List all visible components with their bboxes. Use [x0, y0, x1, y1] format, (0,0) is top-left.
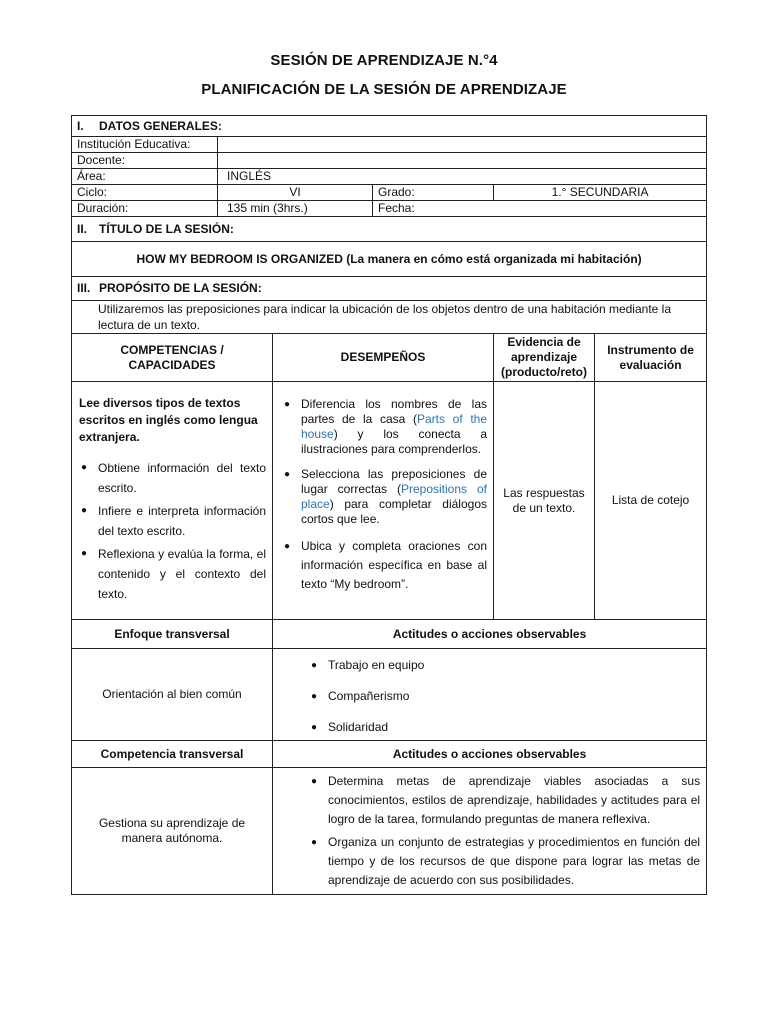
capacidad-item: ● Infiere e interpreta información del texto escrito. [79, 501, 266, 541]
competencia-transversal-body-row [72, 768, 707, 895]
proposito-text: Utilizaremos las preposiciones para indicar la ubicación de los objetos dentro de una habitación mediante la lectura de un texto. [72, 301, 707, 334]
ciclo-value: VI [218, 185, 373, 201]
row-ciclo [72, 185, 707, 201]
competencia-transversal-cell [273, 768, 707, 895]
competencias-header-row [72, 334, 707, 382]
actitud-item: ● Solidaridad [309, 720, 700, 735]
competencia-transversal-list [279, 772, 700, 890]
ciclo-label: Ciclo: [72, 185, 218, 201]
enfoque-name: Orientación al bien común [72, 649, 273, 741]
actitud-item: ● Compañerismo [309, 689, 700, 704]
header-instrumento: Instrumento de evaluación [595, 334, 707, 382]
session-title: SESIÓN DE APRENDIZAJE N.°4 [270, 52, 498, 69]
row-duracion [72, 201, 707, 217]
header-competencia-transversal: Competencia transversal [72, 741, 273, 768]
actitud-item: ● Organiza un conjunto de estrategias y procedimientos en función del tiempo y de los recursos de que dispone para lograr las metas de aprendizaje de acuerdo con sus posibilidades. [309, 833, 700, 890]
section-num: II. [77, 221, 88, 236]
enfoque-header-row [72, 620, 707, 649]
section-num: I. [77, 118, 84, 133]
area-label: Área: [72, 169, 218, 185]
desempeno-item [282, 397, 487, 457]
header-evidencia: Evidencia de aprendizaje (producto/reto) [494, 334, 595, 382]
desempeno-text: Selecciona las preposiciones de lugar correctas ( [301, 467, 487, 496]
competencia-transversal-header-row [72, 741, 707, 768]
grado-value: 1.° SECUNDARIA [494, 185, 707, 201]
docente-label: Docente: [72, 153, 218, 169]
parts-of-house-link: Parts of the house [301, 412, 488, 441]
competencia-heading: Lee diversos tipos de textos escritos en inglés como lengua extranjera. [79, 395, 258, 444]
desempeno-text: ) para completar diálogos cortos que lee. [301, 497, 487, 526]
prepositions-link: Prepositions of place [301, 482, 487, 511]
section-num: III. [77, 281, 91, 295]
institucion-value [218, 137, 707, 153]
session-title-es: (La manera en cómo está organizada mi habitación) [346, 251, 642, 266]
section-title: TÍTULO DE LA SESIÓN: [99, 221, 234, 236]
duracion-label: Duración: [72, 201, 218, 217]
desempenos-list [282, 397, 487, 594]
row-proposito [72, 301, 707, 334]
section-title: PROPÓSITO DE LA SESIÓN: [99, 281, 262, 295]
enfoque-body-row [72, 649, 707, 741]
header-desempenos: DESEMPEÑOS [273, 334, 494, 382]
capacidades-list [79, 458, 266, 604]
row-docente [72, 153, 707, 169]
desempeno-item: ● Ubica y completa oraciones con información específica en base al texto “My bedroom”. [282, 537, 487, 594]
row-titulo [72, 242, 707, 277]
desempenos-cell [273, 382, 494, 620]
row-area [72, 169, 707, 185]
section-title: DATOS GENERALES: [99, 118, 222, 133]
grado-label: Grado: [373, 185, 494, 201]
row-institucion [72, 137, 707, 153]
section-titulo-header [72, 217, 707, 242]
session-title-en: HOW MY BEDROOM IS ORGANIZED [136, 251, 343, 266]
header-enfoque: Enfoque transversal [72, 620, 273, 649]
area-value: INGLÉS [218, 169, 707, 185]
evidencia-cell: Las respuestas de un texto. [494, 382, 595, 620]
competencias-cell [72, 382, 273, 620]
docente-value [218, 153, 707, 169]
desempeno-text: ) y los conecta a ilustraciones para comprenderlos. [301, 427, 487, 456]
header-actitudes: Actitudes o acciones observables [273, 741, 707, 768]
actitud-item: ● Trabajo en equipo [309, 658, 700, 673]
capacidad-item: ● Reflexiona y evalúa la forma, el contenido y el contexto del texto. [79, 544, 266, 604]
enfoque-actitudes-cell [273, 649, 707, 741]
section-general-header [72, 116, 707, 137]
duracion-value: 135 min (3hrs.) [218, 201, 373, 217]
header-actitudes: Actitudes o acciones observables [273, 620, 707, 649]
section-proposito-header [72, 277, 707, 301]
institucion-label: Institución Educativa: [72, 137, 218, 153]
actitud-item: ● Determina metas de aprendizaje viables asociadas a sus conocimientos, estilos de aprendizaje, habilidades y actitudes para el logro de la tarea, formulando preguntas de manera reflexiva. [309, 772, 700, 829]
desempeno-text: Diferencia los nombres de las partes de la casa ( [301, 397, 487, 426]
capacidad-item: ● Obtiene información del texto escrito. [79, 458, 266, 498]
planning-title: PLANIFICACIÓN DE LA SESIÓN DE APRENDIZAJE [201, 81, 567, 98]
competencias-body-row [72, 382, 707, 620]
competencia-transversal-name: Gestiona su aprendizaje de manera autónoma. [72, 768, 273, 895]
enfoque-list [279, 658, 700, 735]
session-plan-table [71, 115, 707, 895]
header-competencias: COMPETENCIAS / CAPACIDADES [72, 334, 273, 382]
desempeno-item [282, 467, 487, 527]
instrumento-cell: Lista de cotejo [595, 382, 707, 620]
fecha-label: Fecha: [373, 201, 707, 217]
